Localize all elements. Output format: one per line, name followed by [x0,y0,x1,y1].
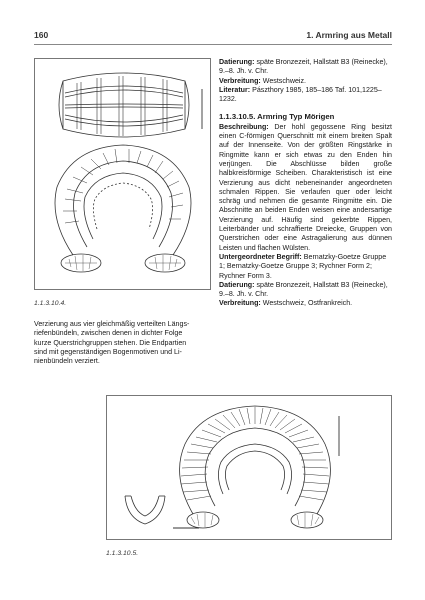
right-column [219,58,392,309]
header-rule [34,44,392,45]
datierung-top [219,58,392,77]
chapter-title: 1. Armring aus Metall [306,30,392,40]
left-line-1: Verzierung aus vier gleichmäßig verteilten Längs- [34,320,190,328]
section-heading: 1.1.3.10.5. Armring Typ Mörigen [219,112,335,122]
verbreitung-text: Westschweiz, Ostfrankreich. [262,299,353,308]
untergeordneter-label: Untergeordneter Begriff: [219,252,302,261]
untergeordneter-text: Bernatzky-Goetze Gruppe 1; Bernatzky-Goetze Gruppe 3; Rychner Form 2; Rychner Form 3. [219,252,387,280]
untergeordneter-paragraph [219,253,392,281]
verbreitung-label: Verbreitung: [219,299,261,308]
verbreitung-top [219,77,392,86]
datierung-top-label: Datierung: [219,58,255,66]
datierung-top-text: späte Bronzezeit, Hallstatt B3 (Reinecke), 9.–8. Jh. v. Chr. [219,58,388,76]
literatur-top [219,86,392,105]
literatur-top-label: Literatur: [219,85,251,94]
literatur-top-text: Pászthory 1985, 185–186 Taf. 101,1225–1232. [219,85,382,104]
beschreibung-paragraph [219,123,392,253]
figure-1-frame [34,58,211,290]
figure-2-caption: 1.1.3.10.5. [106,550,139,557]
datierung-text: späte Bronzezeit, Hallstatt B3 (Reinecke), 9.–8. Jh. v. Chr. [219,280,388,299]
verbreitung-top-text: Westschweiz. [262,76,306,85]
bracelet-drawing-2 [107,396,391,539]
beschreibung-text: Der hohl gegossene Ring besitzt einen C-förmigen Querschnitt mit einem breiten Spalt auf der Innenseite. Von der größten Ringstärke in Ringmitte kann er sich etwas zu den Enden hin verjüngen. Die Abschlüsse bilden große halbkreisförmige Scheiben. Charakteristisch ist eine Verzierung aus dicht nebeneinander angeordneten schmalen Rippen. Sie verlaufen quer oder leicht schräg und nehmen die gesamte Ringmitte ein. Die Abschnitte an beiden Enden weisen eine andersartige Verzierung auf. Häufig sind gekerbte Rippen, Leiterbänder und schraffierte Dreiecke, Gruppen von Querstrichen oder eine Astragalierung aus dünnen Leisten und flachen Wülsten. [219,122,392,252]
datierung-label: Datierung: [219,280,255,289]
bracelet-drawing-1 [35,59,210,289]
left-line-4: sind mit gegenständigen Bogenmotiven und Li- [34,347,182,356]
verbreitung-paragraph [219,299,392,308]
left-line-3: kurze Querstrichgruppen stehen. Die Endpartien [34,338,187,347]
verbreitung-top-label: Verbreitung: [219,76,261,85]
left-paragraph [34,320,212,366]
figure-1-caption: 1.1.3.10.4. [34,300,67,307]
page-number: 160 [34,30,49,40]
datierung-paragraph [219,281,392,300]
left-line-5: nienbündeln verziert. [34,357,100,366]
left-line-2: riefenbündeln, zwischen denen in dichter Folge [34,329,183,338]
figure-2-frame [106,395,392,540]
beschreibung-label: Beschreibung: [219,122,269,131]
